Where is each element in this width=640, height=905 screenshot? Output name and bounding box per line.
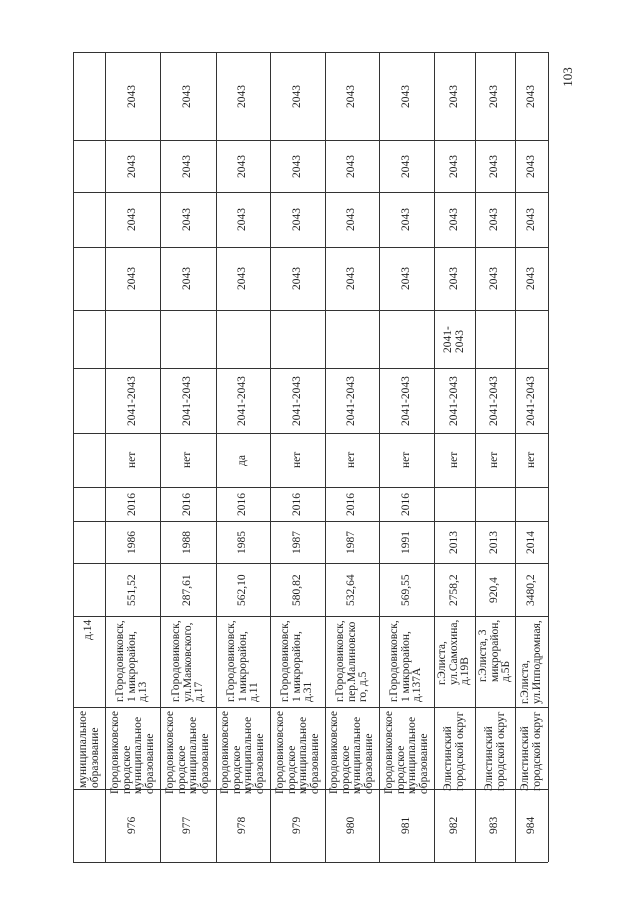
row-977-year-survey: 2016 [181,492,193,516]
row-983-c3-cell [475,247,515,310]
row-983-c4: 2043 [488,208,500,231]
row-978-need: да [236,454,248,466]
row-981-municipality-cell [379,707,434,794]
row-977-no-cell [160,789,216,862]
row-983-c3: 2043 [488,267,500,290]
row-982-c5-cell [434,140,475,192]
row-983-no-cell [475,789,515,862]
row-981-c3-cell [379,247,434,310]
row-976-c4-cell [105,192,160,247]
row-981-need-cell [379,433,434,487]
row-979-c5-cell [270,140,325,192]
row-979-municipality-cell [270,707,325,794]
row-983-no: 983 [488,816,500,834]
row-979-c5: 2043 [290,154,303,178]
row-979-c4: 2043 [290,208,303,231]
row-977-c5: 2043 [181,154,193,178]
row-976-c6-cell [105,52,160,140]
row-983-need-cell [475,433,515,487]
row-979-c6-cell [270,52,325,140]
row-978-area-cell [216,563,270,616]
row-982-c1-cell [434,368,475,433]
row-979-year-survey-cell [270,487,325,521]
row-976-need-cell [105,433,160,487]
row-982-c3-cell [434,247,475,310]
row-984-need-cell [515,433,548,487]
row-978-year-built: 1985 [236,530,248,554]
row-978-c4-cell [216,192,270,247]
row-983-year-built: 2013 [488,530,500,554]
row-978-c4: 2043 [236,208,248,231]
row-981-c1: 2041-2043 [399,375,412,426]
row-977-year-built-cell [160,521,216,563]
row-981-no: 981 [399,816,412,834]
page-number-text: 103 [560,67,575,87]
row-979-c3: 2043 [290,267,303,290]
row-980-c5-cell [325,140,379,192]
row-984-year-built-cell [515,521,548,563]
row-980-c1: 2041-2043 [345,375,357,426]
row-976-municipality-cell [105,707,160,794]
row-977-c4-cell [160,192,216,247]
row-978-address: г.Городовиковск, 1 микрорайон, д.11 [224,620,260,702]
row-979-no-cell [270,789,325,862]
row-981-year-survey: 2016 [399,492,412,516]
row-976-c3-cell [105,247,160,310]
row-978-no-cell [216,789,270,862]
row-982-need-cell [434,433,475,487]
row-977-c1-cell [160,368,216,433]
row-977-no: 977 [181,816,193,834]
row-978-c3: 2043 [236,267,248,290]
table-vertical-rule [548,52,549,862]
row-980-year-built: 1987 [345,530,357,554]
row-977-c5-cell [160,140,216,192]
row-983-address-cell [475,616,515,707]
row-980-no-cell [325,789,379,862]
row-978-c6: 2043 [236,84,248,108]
row-977-c1: 2041-2043 [181,375,193,426]
row-983-year-built-cell [475,521,515,563]
row-978-year-survey: 2016 [236,492,248,516]
row-979-c1-cell [270,368,325,433]
row-977-c6-cell [160,52,216,140]
row-984-municipality: Элистинский городской округ [519,711,543,791]
row-982-c5: 2043 [447,154,460,178]
row-979-c1: 2041-2043 [290,375,303,426]
row-984-address-cell [515,616,548,707]
row-981-c6: 2043 [399,84,412,108]
row-981-year-built: 1991 [399,530,412,554]
row-976-c6: 2043 [125,84,138,108]
row-980-c6: 2043 [345,84,357,108]
row-980-address-cell [325,616,379,707]
row-977-c3: 2043 [181,267,193,290]
row-980-year-survey: 2016 [345,492,357,516]
row-976-no: 976 [125,816,138,834]
row-977-c4: 2043 [181,208,193,231]
row-981-municipality: Городовиковское городское муниципальное образование [382,711,429,794]
row-983-c6-cell [475,52,515,140]
row-980-c1-cell [325,368,379,433]
row-984-c1-cell [515,368,548,433]
row-978-c3-cell [216,247,270,310]
row-980-no: 980 [345,816,357,834]
row-976-area-cell [105,563,160,616]
row-976-no-cell [105,789,160,862]
row-980-year-built-cell [325,521,379,563]
row-976-c1-cell [105,368,160,433]
row-976-year-built: 1986 [125,530,138,554]
row-980-c4: 2043 [345,208,357,231]
row-984-no: 984 [524,816,537,834]
row-980-municipality-cell [325,707,379,794]
top-row-municipality-cell [73,707,105,789]
row-982-c4-cell [434,192,475,247]
row-977-year-built: 1988 [181,530,193,554]
row-981-need: нет [399,451,412,468]
row-979-area: 580,82 [290,573,303,606]
row-979-address-cell [270,616,325,707]
page-number [556,62,580,92]
row-982-municipality: Элистинский городской округ [442,711,466,791]
row-982-area: 2758,2 [447,573,460,606]
row-979-c6: 2043 [290,84,303,108]
row-982-address: г.Элиста, ул.Самохина, д.19В [436,619,471,685]
top-row-address: д.14 [82,619,94,640]
row-978-need-cell [216,433,270,487]
row-977-municipality: Городовиковское городское муниципальное образование [164,711,211,794]
row-984-c5: 2043 [524,154,537,178]
row-982-need: нет [447,451,460,468]
row-979-c3-cell [270,247,325,310]
row-982-no-cell [434,789,475,862]
top-row-municipality: муниципальное образование [76,710,100,788]
row-984-address: г.Элиста, ул.Ипподромная, [519,620,543,704]
row-983-address: г.Элиста, 3 микрорайон, д.5Б [476,619,512,682]
row-979-municipality: Городовиковское городское муниципальное образование [273,711,320,794]
row-977-need-cell [160,433,216,487]
row-983-area: 920,4 [488,576,500,603]
row-976-address-cell [105,616,160,707]
row-983-municipality-cell [475,707,515,789]
row-976-c5-cell [105,140,160,192]
row-980-year-survey-cell [325,487,379,521]
row-984-c6-cell [515,52,548,140]
row-984-c5-cell [515,140,548,192]
row-976-area: 551,52 [125,573,138,606]
row-977-c3-cell [160,247,216,310]
row-976-municipality: Городовиковское городское муниципальное образование [108,711,155,794]
row-984-need: нет [524,451,537,468]
row-984-c3-cell [515,247,548,310]
row-984-c4: 2043 [524,208,537,231]
row-979-year-built-cell [270,521,325,563]
row-981-area-cell [379,563,434,616]
row-981-c4-cell [379,192,434,247]
row-983-c6: 2043 [488,84,500,108]
row-978-no: 978 [236,816,248,834]
row-981-c5-cell [379,140,434,192]
row-981-c4: 2043 [399,208,412,231]
row-981-address: г.Городовиковск, 1 микрорайон, д.137А [388,620,423,702]
row-976-year-built-cell [105,521,160,563]
row-980-area: 532,64 [345,573,357,606]
row-983-c5-cell [475,140,515,192]
row-980-need: нет [345,451,357,468]
row-981-c6-cell [379,52,434,140]
row-978-c1-cell [216,368,270,433]
row-980-need-cell [325,433,379,487]
row-983-c1: 2041-2043 [488,375,500,426]
row-982-c6-cell [434,52,475,140]
row-980-c3: 2043 [345,267,357,290]
row-984-area: 3480,2 [524,573,537,606]
row-980-area-cell [325,563,379,616]
row-982-c4: 2043 [447,208,460,231]
row-979-c4-cell [270,192,325,247]
row-978-year-built-cell [216,521,270,563]
row-976-c3: 2043 [125,267,138,290]
row-982-year-built: 2013 [447,530,460,554]
row-981-no-cell [379,789,434,862]
row-980-municipality: Городовиковское городское муниципальное образование [328,711,375,794]
row-982-year-built-cell [434,521,475,563]
row-984-c4-cell [515,192,548,247]
row-984-c1: 2041-2043 [524,375,537,426]
row-978-c6-cell [216,52,270,140]
row-980-c3-cell [325,247,379,310]
row-978-municipality-cell [216,707,270,794]
row-983-need: нет [488,451,500,468]
row-980-c6-cell [325,52,379,140]
row-982-no: 982 [447,816,460,834]
row-977-c6: 2043 [181,84,193,108]
row-978-c1: 2041-2043 [236,375,248,426]
row-984-municipality-cell [515,707,548,789]
row-976-year-survey-cell [105,487,160,521]
row-981-c5: 2043 [399,154,412,178]
row-977-area: 287,61 [181,573,193,606]
row-981-year-survey-cell [379,487,434,521]
row-983-area-cell [475,563,515,616]
row-981-year-built-cell [379,521,434,563]
table-horizontal-rule [73,862,548,863]
row-979-area-cell [270,563,325,616]
row-979-year-survey: 2016 [290,492,303,516]
row-977-address-cell [160,616,216,707]
row-979-no: 979 [290,816,303,834]
row-984-year-built: 2014 [524,530,537,554]
row-976-year-survey: 2016 [125,492,138,516]
row-984-c6: 2043 [524,84,537,108]
row-978-c5: 2043 [236,154,248,178]
row-982-c3: 2043 [447,267,460,290]
row-976-c5: 2043 [125,154,138,178]
row-978-year-survey-cell [216,487,270,521]
top-row-address-cell [73,616,105,707]
row-981-area: 569,55 [399,573,412,606]
row-983-c5: 2043 [488,154,500,178]
row-978-area: 562,10 [236,573,248,606]
row-984-c3: 2043 [524,267,537,290]
row-978-c5-cell [216,140,270,192]
row-978-address-cell [216,616,270,707]
row-976-address: г.Городовиковск, 1 микрорайон, д.13 [114,620,149,702]
row-980-c4-cell [325,192,379,247]
row-983-c4-cell [475,192,515,247]
row-983-municipality: Элистинский городской округ [482,711,506,791]
row-980-c5: 2043 [345,154,357,178]
row-982-c6: 2043 [447,84,460,108]
row-976-need: нет [125,451,138,468]
row-982-address-cell [434,616,475,707]
row-982-c2-cell [434,310,475,368]
row-981-c1-cell [379,368,434,433]
row-982-c2: 2041- 2043 [442,325,466,353]
row-980-address: г.Городовиковск, пер.Малиновско го, д.5 [333,620,369,702]
table-horizontal-rule [73,310,548,311]
row-979-need-cell [270,433,325,487]
row-981-c3: 2043 [399,267,412,290]
row-983-c1-cell [475,368,515,433]
row-976-c4: 2043 [125,208,138,231]
row-982-c1: 2041-2043 [447,375,460,426]
row-979-year-built: 1987 [290,530,303,554]
row-977-area-cell [160,563,216,616]
row-982-municipality-cell [434,707,475,789]
row-977-municipality-cell [160,707,216,794]
row-977-need: нет [181,451,193,468]
row-979-need: нет [290,451,303,468]
row-978-municipality: Городовиковское городское муниципальное образование [219,711,266,794]
row-981-address-cell [379,616,434,707]
row-984-no-cell [515,789,548,862]
row-982-area-cell [434,563,475,616]
row-977-year-survey-cell [160,487,216,521]
row-984-area-cell [515,563,548,616]
row-976-c1: 2041-2043 [125,375,138,426]
row-979-address: г.Городовиковск, 1 микрорайон, д.31 [279,620,314,702]
row-977-address: г.Городовиковск, ул.Маяковского, д.17 [169,620,205,702]
